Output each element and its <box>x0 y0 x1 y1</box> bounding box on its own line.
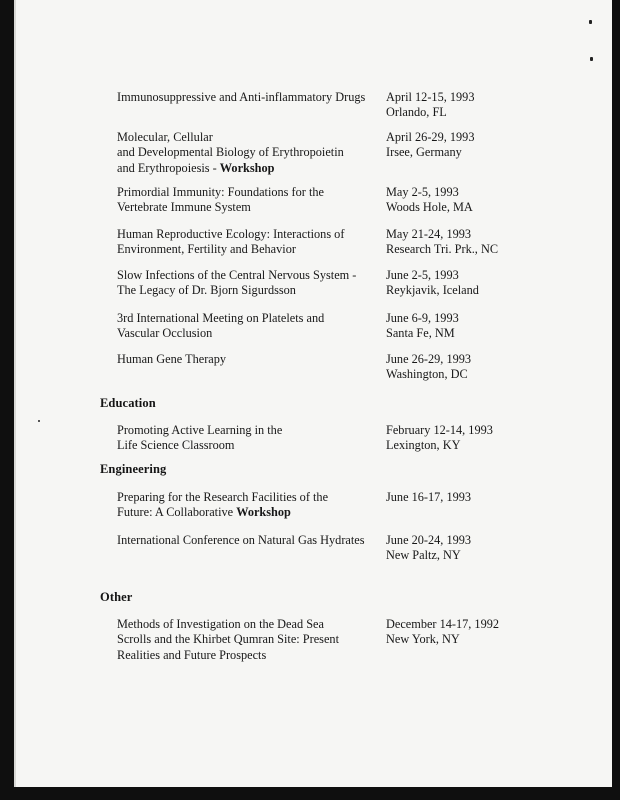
conference-date: June 16-17, 1993 <box>386 490 472 504</box>
conference-date-location <box>386 423 586 454</box>
title-line <box>117 311 382 326</box>
document-page <box>14 0 612 787</box>
conference-title <box>117 185 382 216</box>
conference-date: April 12-15, 1993 <box>386 90 475 104</box>
page-edge <box>14 0 16 787</box>
title-line <box>117 632 382 647</box>
conference-title <box>117 90 382 105</box>
conference-location: Santa Fe, NM <box>386 326 455 341</box>
conference-date: June 20-24, 1993 <box>386 533 472 547</box>
title-line <box>117 227 382 242</box>
conference-location: Orlando, FL <box>386 105 447 120</box>
title-text: Life Science Classroom <box>117 438 235 453</box>
title-line <box>117 200 382 215</box>
section-heading-other: Other <box>100 590 133 604</box>
conference-location: Research Tri. Prk., NC <box>386 242 499 257</box>
scan-mark <box>38 420 40 422</box>
title-line <box>117 533 382 548</box>
conference-location: New York, NY <box>386 632 460 647</box>
title-text: Realities and Future Prospects <box>117 647 267 662</box>
conference-location: Woods Hole, MA <box>386 200 473 215</box>
title-line <box>117 505 382 520</box>
title-line <box>117 326 382 341</box>
title-line <box>117 283 382 298</box>
conference-date: June 2-5, 1993 <box>386 268 459 282</box>
conference-date-location <box>386 268 586 299</box>
title-line <box>117 648 382 663</box>
scan-mark <box>590 57 593 61</box>
title-text: The Legacy of Dr. Bjorn Sigurdsson <box>117 283 296 298</box>
conference-title <box>117 227 382 258</box>
title-line <box>117 352 382 367</box>
conference-title <box>117 490 382 521</box>
title-text: Human Gene Therapy <box>117 352 227 366</box>
section-heading-engineering: Engineering <box>100 462 167 476</box>
title-line <box>117 90 382 105</box>
conference-location: Washington, DC <box>386 367 468 382</box>
section-heading-education: Education <box>100 396 156 410</box>
conference-date-location <box>386 311 586 342</box>
conference-location: New Paltz, NY <box>386 548 461 563</box>
conference-date: December 14-17, 1992 <box>386 617 500 631</box>
conference-date-location <box>386 227 586 258</box>
title-text: Human Reproductive Ecology: Interactions of <box>117 227 345 241</box>
conference-title <box>117 423 382 454</box>
conference-location: Reykjavik, Iceland <box>386 283 479 298</box>
conference-title <box>117 533 382 548</box>
conference-date-location <box>386 130 586 161</box>
title-text: Slow Infections of the Central Nervous System - <box>117 268 357 282</box>
title-line <box>117 185 382 200</box>
title-line <box>117 161 382 176</box>
title-line <box>117 268 382 283</box>
conference-date-location <box>386 352 586 383</box>
scan-mark <box>589 20 592 24</box>
conference-date: May 2-5, 1993 <box>386 185 459 199</box>
title-text: Methods of Investigation on the Dead Sea <box>117 617 324 631</box>
title-line <box>117 490 382 505</box>
conference-date: April 26-29, 1993 <box>386 130 475 144</box>
title-text: Primordial Immunity: Foundations for the <box>117 185 324 199</box>
title-text: Vertebrate Immune System <box>117 200 251 215</box>
workshop-label: Workshop <box>236 505 291 520</box>
title-text: Immunosuppressive and Anti-inflammatory Drugs <box>117 90 366 104</box>
title-text: Promoting Active Learning in the <box>117 423 283 437</box>
conference-date-location <box>386 490 586 505</box>
conference-title <box>117 617 382 663</box>
conference-date-location <box>386 90 586 121</box>
title-line <box>117 423 382 438</box>
title-text: International Conference on Natural Gas Hydrates <box>117 533 365 547</box>
workshop-label: Workshop <box>219 160 275 175</box>
title-line <box>117 242 382 257</box>
title-line <box>117 130 382 145</box>
conference-title <box>117 352 382 367</box>
title-text: Scrolls and the Khirbet Qumran Site: Present <box>117 632 339 647</box>
title-text: and Developmental Biology of Erythropoietin <box>117 145 344 160</box>
conference-location: Lexington, KY <box>386 438 461 453</box>
conference-title <box>117 268 382 299</box>
conference-title <box>117 130 382 176</box>
title-text: 3rd International Meeting on Platelets and <box>117 311 325 325</box>
title-text: and Erythropoiesis - <box>117 160 220 175</box>
title-line <box>117 617 382 632</box>
conference-date: May 21-24, 1993 <box>386 227 472 241</box>
conference-date-location <box>386 533 586 564</box>
conference-date-location <box>386 617 586 648</box>
conference-title <box>117 311 382 342</box>
conference-date-location <box>386 185 586 216</box>
title-line <box>117 438 382 453</box>
title-text: Future: A Collaborative <box>117 505 237 520</box>
title-text: Preparing for the Research Facilities of the <box>117 490 329 504</box>
title-text: Vascular Occlusion <box>117 326 213 341</box>
title-text: Molecular, Cellular <box>117 130 213 144</box>
title-line <box>117 145 382 160</box>
conference-date: June 6-9, 1993 <box>386 311 459 325</box>
title-text: Environment, Fertility and Behavior <box>117 242 296 257</box>
conference-location: Irsee, Germany <box>386 145 462 160</box>
conference-date: June 26-29, 1993 <box>386 352 472 366</box>
conference-date: February 12-14, 1993 <box>386 423 493 437</box>
